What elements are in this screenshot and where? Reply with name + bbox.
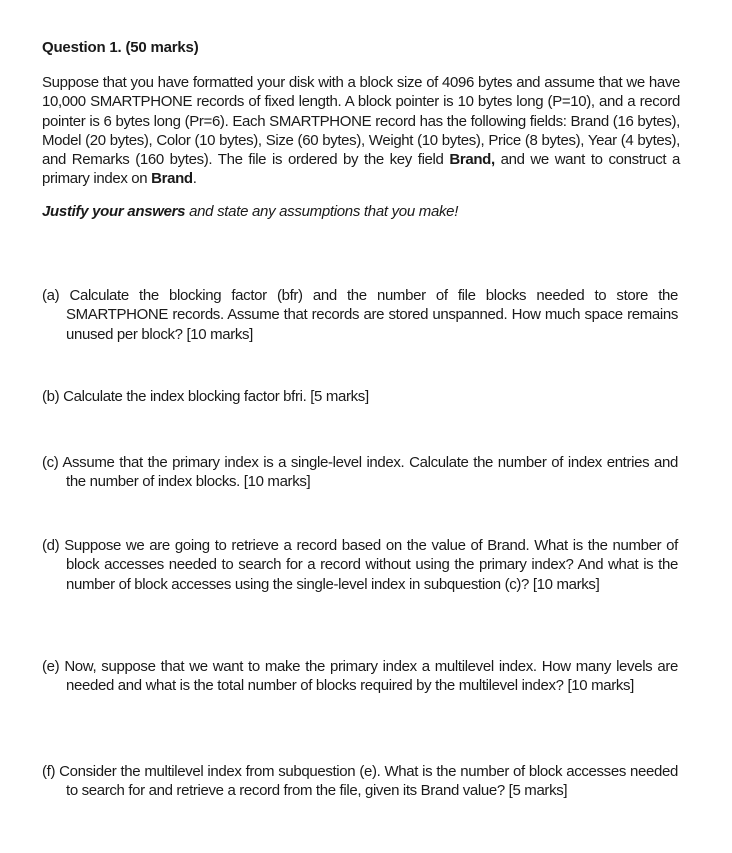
subquestion-text: Assume that the primary index is a single-level index. Calculate the number of index entries and the number of index blocks. [10 marks]	[62, 454, 678, 491]
subquestion-label: (c)	[42, 454, 59, 471]
subquestion-label: (a)	[42, 287, 60, 304]
subquestion-label: (f)	[42, 763, 56, 780]
intro-bold-brand-1: Brand,	[449, 151, 495, 169]
justify-instruction	[42, 202, 680, 221]
question-title: Question 1. (50 marks)	[42, 39, 199, 56]
subquestion-text: Calculate the blocking factor (bfr) and the number of file blocks needed to store the SMARTPHONE records. Assume that records are stored unspanned. How much space remains unused per block? [10 marks]	[66, 287, 678, 343]
subquestion-text: Consider the multilevel index from subquestion (e). What is the number of block accesses needed to search for and retrieve a record from the file, given its Brand value? [5 marks]	[59, 763, 678, 800]
subquestion-label: (d)	[42, 537, 60, 554]
subquestion-text: Calculate the index blocking factor bfri. [5 marks]	[63, 388, 369, 405]
subquestion-d	[42, 536, 678, 594]
subquestion-text: Suppose we are going to retrieve a record based on the value of Brand. What is the number of block accesses needed to search for a record without using the primary index? And what is the number of block accesses using the single-level index in subquestion (c)? [10 marks]	[64, 537, 678, 593]
justify-bold: Justify your answers	[42, 202, 186, 220]
question-document	[42, 38, 680, 221]
intro-text-2: and we want to construct a primary index on	[42, 151, 680, 188]
justify-rest: and state any assumptions that you make!	[185, 202, 459, 220]
subquestion-text: Now, suppose that we want to make the primary index a multilevel index. How many levels are needed and what is the total number of blocks required by the multilevel index? [10 marks]	[64, 658, 678, 695]
subquestion-a	[42, 286, 678, 344]
subquestion-c	[42, 453, 678, 492]
question-intro	[42, 73, 680, 189]
subquestion-b	[42, 387, 678, 406]
subquestion-f	[42, 762, 678, 801]
subquestion-label: (b)	[42, 388, 60, 405]
subquestion-label: (e)	[42, 658, 60, 675]
intro-bold-brand-2: Brand	[151, 170, 193, 188]
subquestion-e	[42, 657, 678, 696]
intro-text-3: .	[192, 170, 197, 188]
intro-text-1: Suppose that you have formatted your disk with a block size of 4096 bytes and assume that we have 10,000 SMARTPHONE records of fixed length. A block pointer is 10 bytes long (P=10), and a record pointer is 6 bytes long (Pr=6). Each SMARTPHONE record has the following fields: Brand (16 bytes), Model (20 bytes), Color (10 bytes), Size (60 bytes), Weight (10 bytes), Price (8 bytes), Year (4 bytes), and Remarks (160 bytes). The file is ordered by the key field	[42, 74, 680, 169]
